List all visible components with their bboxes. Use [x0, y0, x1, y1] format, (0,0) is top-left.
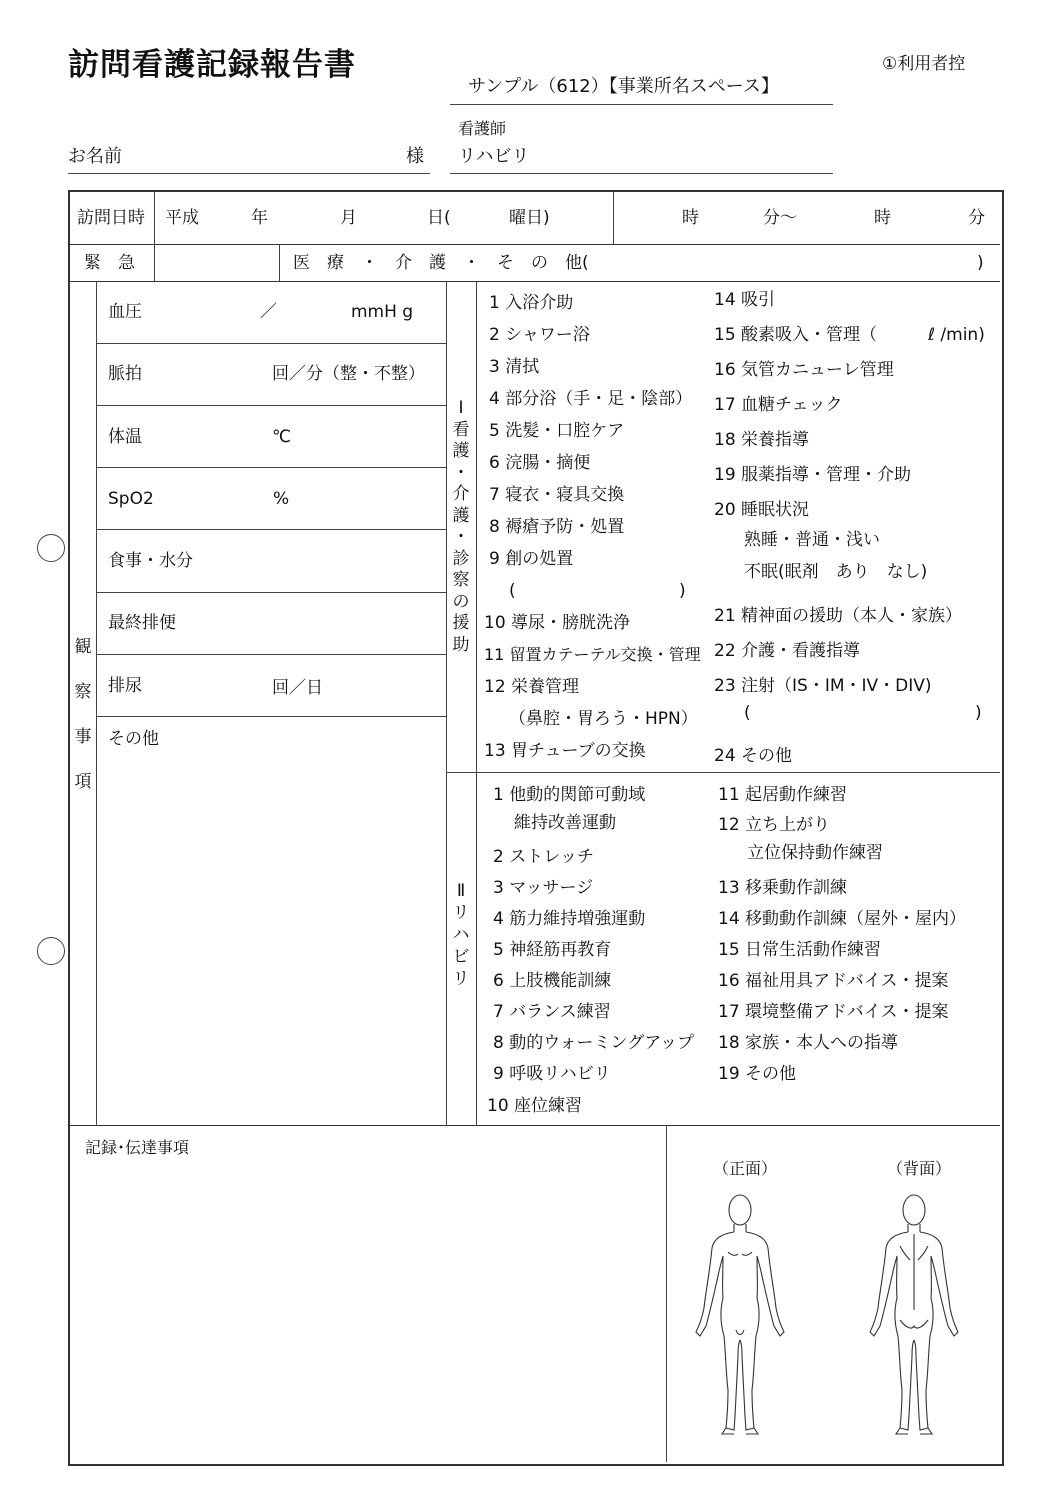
care-item-detail: （鼻腔・胃ろう・HPN）: [509, 709, 698, 729]
rehab-item: 16 福祉用具アドバイス・提案: [718, 971, 949, 991]
back-view-label: （背面）: [887, 1159, 952, 1178]
end-hour-label: 時: [874, 208, 891, 228]
rehab-item: 12 立ち上がり: [718, 815, 831, 835]
injection-close-paren: ): [975, 703, 982, 723]
care-item: 12 栄養管理: [484, 677, 580, 697]
care-item: 19 服薬指導・管理・介助: [714, 465, 912, 485]
emergency-label: 緊 急: [84, 253, 135, 273]
body-back-icon: [864, 1190, 964, 1440]
rehab-item: 7 バランス練習: [493, 1002, 611, 1022]
rehab-item: 9 呼吸リハビリ: [493, 1064, 611, 1084]
care-item: 18 栄養指導: [714, 430, 810, 450]
divider: [96, 592, 446, 593]
divider: [666, 1125, 667, 1462]
care-item: 16 気管カニューレ管理: [714, 360, 894, 380]
start-minute-label: 分～: [763, 208, 797, 228]
binder-hole-top: [37, 534, 65, 562]
care-item: 6 浣腸・摘便: [489, 453, 591, 473]
nurse-label: 看護師: [458, 119, 507, 138]
rehab-item: 17 環境整備アドバイス・提案: [718, 1002, 949, 1022]
rehab-item: 10 座位練習: [487, 1096, 583, 1116]
divider: [96, 405, 446, 406]
divider: [96, 343, 446, 344]
start-hour-label: 時: [682, 208, 699, 228]
patient-name-label: お名前: [68, 146, 122, 167]
care-item: 20 睡眠状況: [714, 500, 810, 520]
emergency-options: 医 療 ・ 介 護 ・ そ の 他(: [293, 253, 589, 273]
pulse-unit: 回／分（整・不整）: [272, 364, 425, 384]
year-label: 年: [251, 208, 268, 228]
rehab-item-detail: 立位保持動作練習: [747, 843, 883, 863]
record-label: 記録･伝達事項: [85, 1138, 190, 1157]
rehab-section-label: Ⅱ リ ハ ビ リ: [452, 881, 470, 989]
care-item: 11 留置カテーテル交換・管理: [484, 645, 701, 664]
rehab-item: 1 他動的関節可動域: [493, 785, 646, 805]
honorific-sama: 様: [406, 146, 424, 167]
care-item: 7 寝衣・寝具交換: [489, 485, 625, 505]
care-item-open-paren: (: [509, 581, 516, 601]
care-item: 21 精神面の援助（本人・家族）: [714, 606, 963, 626]
rehab-item: 6 上肢機能訓練: [493, 971, 612, 991]
care-item: 8 褥瘡予防・処置: [489, 517, 625, 537]
weekday-label: 曜日): [509, 208, 550, 228]
pulse-label: 脈拍: [108, 364, 142, 384]
divider: [279, 244, 280, 281]
rehab-item: 13 移乗動作訓練: [718, 878, 848, 898]
body-front-icon: [690, 1190, 790, 1440]
care-item: 23 注射（IS・IM・IV・DIV): [714, 676, 932, 696]
sleep-options: 熟睡・普通・浅い: [744, 530, 880, 550]
care-item: 14 吸引: [714, 290, 776, 310]
meal-water-label: 食事・水分: [108, 551, 193, 571]
care-item: 17 血糖チェック: [714, 395, 843, 415]
record-notes-area[interactable]: [70, 1160, 664, 1460]
divider: [446, 281, 447, 1125]
patient-name-field[interactable]: [68, 173, 430, 174]
day-label: 日(: [427, 208, 451, 228]
divider: [96, 716, 446, 717]
blood-pressure-unit: mmH g: [351, 302, 414, 322]
binder-hole-bottom: [37, 937, 65, 965]
divider: [476, 281, 477, 1125]
divider: [70, 1125, 1000, 1126]
care-item: 3 清拭: [489, 357, 540, 377]
office-name-line: サンプル（612）【事業所名スペース】: [468, 76, 779, 97]
divider: [96, 467, 446, 468]
other-label: その他: [108, 729, 159, 749]
rehab-item: 3 マッサージ: [493, 878, 594, 898]
divider: [96, 529, 446, 530]
copy-label: ①利用者控: [882, 54, 966, 74]
era-label: 平成: [165, 208, 199, 228]
blood-pressure-label: 血圧: [108, 302, 142, 322]
temperature-label: 体温: [108, 427, 142, 447]
rehab-item: 15 日常生活動作練習: [718, 940, 882, 960]
divider: [70, 244, 1000, 245]
visit-datetime-label: 訪問日時: [77, 208, 145, 228]
care-item: 15 酸素吸入・管理（: [714, 325, 878, 345]
care-item: 13 胃チューブの交換: [484, 741, 646, 761]
rehab-item: 11 起居動作練習: [718, 785, 848, 805]
divider: [70, 281, 1000, 282]
spo2-unit: %: [273, 489, 290, 509]
end-minute-label: 分: [968, 208, 985, 228]
urination-unit: 回／日: [272, 678, 323, 698]
rehab-item: 2 ストレッチ: [493, 847, 595, 867]
care-item-close-paren: ): [679, 581, 686, 601]
rehab-item: 4 筋力維持増強運動: [493, 909, 646, 929]
rehab-item: 18 家族・本人への指導: [718, 1033, 899, 1053]
rehab-item-detail: 維持改善運動: [514, 813, 616, 833]
care-item: 9 創の処置: [489, 549, 574, 569]
care-item: 24 その他: [714, 746, 793, 766]
rehab-item: 8 動的ウォーミングアップ: [493, 1033, 695, 1053]
nurse-field[interactable]: [450, 173, 833, 174]
care-item: 5 洗髪・口腔ケア: [489, 421, 625, 441]
rehab-item: 19 その他: [718, 1064, 797, 1084]
nurse-value: リハビリ: [458, 146, 530, 167]
blood-pressure-slash: ／: [260, 302, 277, 322]
spo2-label: SpO2: [108, 489, 154, 509]
care-item: 4 部分浴（手・足・陰部）: [489, 389, 693, 409]
month-label: 月: [340, 208, 357, 228]
care-section-label: Ⅰ 看 護 ・ 介 護 ・ 診 察 の 援 助: [452, 398, 470, 655]
temperature-unit: ℃: [272, 427, 292, 447]
emergency-close: ): [977, 253, 984, 273]
divider: [96, 281, 97, 1125]
insomnia-options: 不眠(眠剤 あり なし): [744, 562, 928, 582]
divider: [613, 192, 614, 244]
care-item: 1 入浴介助: [489, 293, 574, 313]
observation-section-label: 観 察 事 項: [74, 637, 92, 792]
care-item: 22 介護・看護指導: [714, 641, 861, 661]
divider: [446, 772, 1000, 773]
care-item-unit: ℓ /min): [928, 325, 985, 345]
last-bowel-label: 最終排便: [108, 613, 176, 633]
urination-label: 排尿: [108, 676, 142, 696]
divider: [96, 654, 446, 655]
injection-open-paren: (: [744, 703, 751, 723]
care-item: 10 導尿・膀胱洗浄: [484, 613, 631, 633]
office-underline: [450, 104, 833, 105]
document-title: 訪問看護記録報告書: [68, 47, 356, 83]
care-item: 2 シャワー浴: [489, 325, 590, 345]
front-view-label: （正面）: [713, 1159, 778, 1178]
rehab-item: 5 神経筋再教育: [493, 940, 612, 960]
divider: [154, 192, 155, 281]
rehab-item: 14 移動動作訓練（屋外・屋内）: [718, 909, 967, 929]
